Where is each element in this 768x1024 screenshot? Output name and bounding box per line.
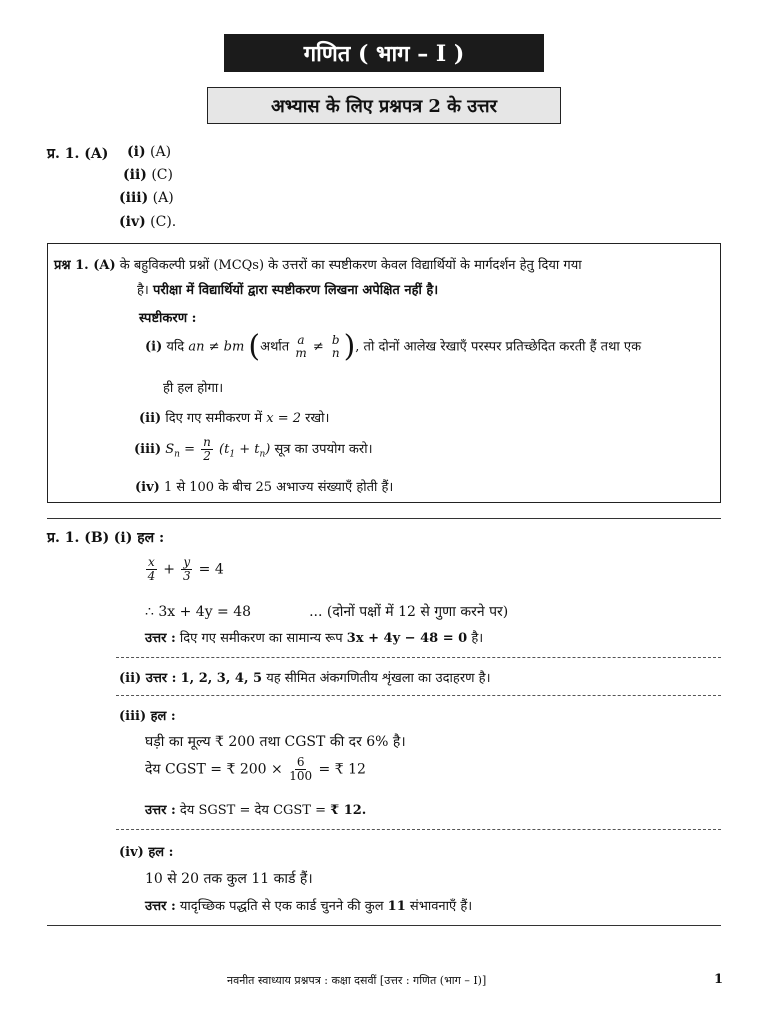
dashed-divider xyxy=(116,829,721,830)
q1b-heading: प्र. 1. (B) (i) हल : xyxy=(47,530,165,546)
q1b-ii-answer: (ii) उत्तर : 1, 2, 3, 4, 5 यह सीमित अंकगणितीय शृंखला का उदाहरण है। xyxy=(119,671,491,686)
q1b-iii-answer: उत्तर : देय SGST = देय CGST = ₹ 12. xyxy=(145,803,367,818)
page-number: 1 xyxy=(714,972,724,987)
note-line-1: प्रश्न 1. (A) के बहुविकल्पी प्रश्नों (MCQs) के उत्तरों का स्पष्टीकरण केवल विद्यार्थियों के मार्गदर्शन हेतु दिया गया xyxy=(54,258,582,273)
q1b-iii-line1: घड़ी का मूल्य ₹ 200 तथा CGST की दर 6% है। xyxy=(145,734,406,750)
explanation-label: स्पष्टीकरण : xyxy=(139,311,197,326)
explanation-i: (i) यदि an ≠ bm (अर्थात a m ≠ b n ), तो दोनों आलेख रेखाएँ परस्पर प्रतिच्छेदित करती हैं तथा एक xyxy=(145,329,642,364)
divider xyxy=(47,925,721,926)
q1b-i-answer: उत्तर : दिए गए समीकरण का सामान्य रूप 3x + 4y − 48 = 0 है। xyxy=(145,631,484,646)
explanation-iii: (iii) $S_n$ = $\frac{n}{2}$ $(t_1 + t_n)$ सूत्र का उपयोग करो। xyxy=(134,435,373,463)
note-line-2: है। परीक्षा में विद्यार्थियों द्वारा स्पष्टीकरण लिखना अपेक्षित नहीं है। xyxy=(137,283,439,298)
q1a-label: प्र. 1. (A) xyxy=(47,146,109,162)
explanation-i-cont: ही हल होगा। xyxy=(163,381,224,396)
answer-item: (i) (A) xyxy=(127,144,172,160)
q1b-iii-label: (iii) हल : xyxy=(119,709,176,724)
page-subtitle: अभ्यास के लिए प्रश्नपत्र 2 के उत्तर xyxy=(207,87,561,124)
q1b-iii-line2: देय CGST = ₹ 200 × $\frac{6}{100}$ = ₹ 12 xyxy=(145,755,366,783)
dashed-divider xyxy=(116,695,721,696)
divider xyxy=(47,518,721,519)
answer-item: (ii) (C) xyxy=(123,167,173,183)
q1b-i-equation: $\frac{x}{4}$ + $\frac{y}{3}$ = 4 xyxy=(147,555,224,583)
explanation-ii: (ii) दिए गए समीकरण में x = 2 रखो। xyxy=(139,411,330,426)
answer-item: (iii) (A) xyxy=(119,190,174,206)
dashed-divider xyxy=(116,657,721,658)
q1b-i-step: ∴ 3x + 4y = 48 ... (दोनों पक्षों में 12 से गुणा करने पर) xyxy=(145,604,509,620)
answer-item: (iv) (C). xyxy=(119,214,177,230)
page-title: गणित ( भाग – I ) xyxy=(224,34,544,72)
explanation-iv: (iv) 1 से 100 के बीच 25 अभाज्य संख्याएँ होती हैं। xyxy=(135,480,394,495)
q1b-iv-answer: उत्तर : यादृच्छिक पद्धति से एक कार्ड चुनने की कुल 11 संभावनाएँ हैं। xyxy=(145,899,473,914)
q1b-iv-line1: 10 से 20 तक कुल 11 कार्ड हैं। xyxy=(145,871,313,887)
q1b-iv-label: (iv) हल : xyxy=(119,845,174,860)
page-footer: नवनीत स्वाध्याय प्रश्नपत्र : कक्षा दसवीं [उत्तर : गणित (भाग – I)] xyxy=(227,974,487,987)
